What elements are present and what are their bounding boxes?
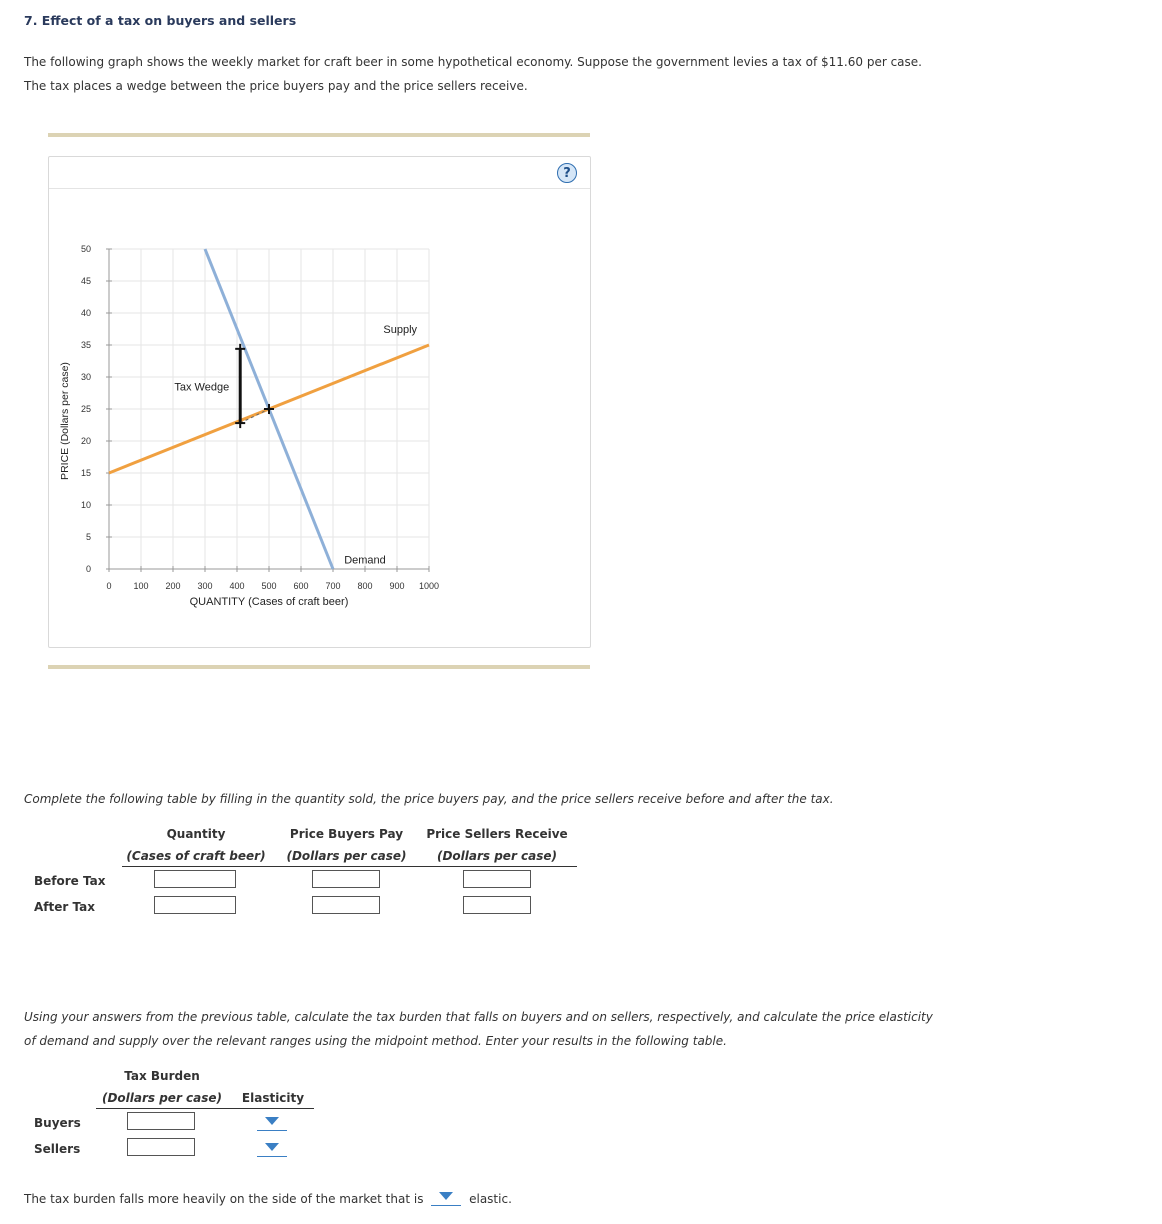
- final-sentence: [24, 1190, 512, 1206]
- x-tick-label: 700: [325, 581, 341, 591]
- x-tick-label: 800: [357, 581, 373, 591]
- demand-label: Demand: [344, 554, 386, 567]
- x-tick-label: 600: [293, 581, 309, 591]
- x-tick-label: 400: [229, 581, 245, 591]
- buyers-tax-burden-input[interactable]: [127, 1112, 195, 1130]
- x-axis-title: QUANTITY (Cases of craft beer): [189, 596, 349, 608]
- graph-panel: [48, 156, 591, 648]
- x-tick-label: 200: [165, 581, 181, 591]
- tax-wedge-label: Tax Wedge: [174, 381, 230, 394]
- dropdown-underline: [257, 1130, 287, 1131]
- y-axis-title: PRICE (Dollars per case): [59, 362, 71, 480]
- x-tick-label: 0: [106, 581, 112, 591]
- y-tick-label: 20: [80, 436, 91, 446]
- chevron-down-icon: [439, 1192, 453, 1200]
- y-tick-label: 0: [85, 564, 91, 574]
- dropdown-underline: [257, 1156, 287, 1157]
- y-tick-label: 45: [80, 276, 91, 286]
- dropdown-underline: [431, 1205, 461, 1206]
- y-tick-label: 15: [80, 468, 91, 478]
- after-tax-quantity-input[interactable]: [154, 896, 236, 914]
- y-tick-label: 50: [80, 244, 91, 254]
- x-tick-label: 900: [389, 581, 405, 591]
- col-tax-burden-title: Tax Burden: [124, 1069, 200, 1083]
- y-tick-label: 35: [80, 340, 91, 350]
- after-tax-buyers-pay-input[interactable]: [312, 896, 380, 914]
- row-sellers: Sellers: [34, 1142, 81, 1156]
- x-tick-label: 100: [133, 581, 149, 591]
- supply-elasticity-dropdown[interactable]: [257, 1141, 287, 1157]
- col-sellers-receive-title: Price Sellers Receive: [426, 827, 568, 841]
- y-tick-label: 5: [85, 532, 91, 542]
- graph-bottom-rule: [48, 665, 590, 669]
- table2-instruction-line-1: Using your answers from the previous table, calculate the tax burden that falls on buyers and on sellers, respectively, and calculate the price elasticity: [24, 1010, 933, 1024]
- x-tick-label: 500: [261, 581, 277, 591]
- table1-instruction: Complete the following table by filling in the quantity sold, the price buyers pay, and the price sellers receive before and after the tax.: [24, 792, 834, 806]
- table1-header-rule: [122, 866, 577, 867]
- y-tick-label: 25: [80, 404, 91, 414]
- demand-elasticity-dropdown[interactable]: [257, 1115, 287, 1131]
- final-sentence-start: The tax burden falls more heavily on the side of the market that is: [24, 1192, 424, 1206]
- col-quantity-title: Quantity: [166, 827, 226, 841]
- intro-line-1: The following graph shows the weekly market for craft beer in some hypothetical economy. Suppose the government levies a tax of $11.60 per case.: [24, 55, 922, 69]
- chevron-down-icon: [265, 1143, 279, 1151]
- before-tax-quantity-input[interactable]: [154, 870, 236, 888]
- x-tick-label: 1000: [418, 581, 440, 591]
- heavier-side-dropdown[interactable]: [431, 1190, 461, 1206]
- question-title: 7. Effect of a tax on buyers and sellers: [24, 13, 297, 28]
- intro-line-2: The tax places a wedge between the price buyers pay and the price sellers receive.: [24, 79, 528, 93]
- table2-header-rule: [96, 1108, 314, 1109]
- before-tax-buyers-pay-input[interactable]: [312, 870, 380, 888]
- x-tick-label: 300: [197, 581, 213, 591]
- row-buyers: Buyers: [34, 1116, 81, 1130]
- col-sellers-receive-unit: (Dollars per case): [436, 849, 558, 863]
- col-quantity-unit: (Cases of craft beer): [126, 849, 266, 863]
- help-icon[interactable]: ?: [557, 163, 577, 183]
- supply-label: Supply: [383, 324, 418, 336]
- col-buyers-pay-unit: (Dollars per case): [286, 849, 407, 863]
- row-before-tax: Before Tax: [34, 874, 106, 888]
- col-buyers-pay-title: Price Buyers Pay: [289, 827, 404, 841]
- y-tick-label: 30: [80, 372, 91, 382]
- y-tick-label: 10: [80, 500, 91, 510]
- chevron-down-icon: [265, 1117, 279, 1125]
- col-tax-burden-unit: (Dollars per case): [101, 1091, 223, 1105]
- before-tax-sellers-receive-input[interactable]: [463, 870, 531, 888]
- y-tick-label: 40: [80, 308, 91, 318]
- supply-demand-chart: [49, 157, 588, 645]
- row-after-tax: After Tax: [34, 900, 95, 914]
- col-elasticity-title: Elasticity: [241, 1091, 305, 1105]
- final-sentence-end: elastic.: [469, 1192, 512, 1206]
- after-tax-sellers-receive-input[interactable]: [463, 896, 531, 914]
- sellers-tax-burden-input[interactable]: [127, 1138, 195, 1156]
- table2-instruction-line-2: of demand and supply over the relevant ranges using the midpoint method. Enter your results in the following table.: [24, 1034, 727, 1048]
- graph-top-rule: [48, 133, 590, 137]
